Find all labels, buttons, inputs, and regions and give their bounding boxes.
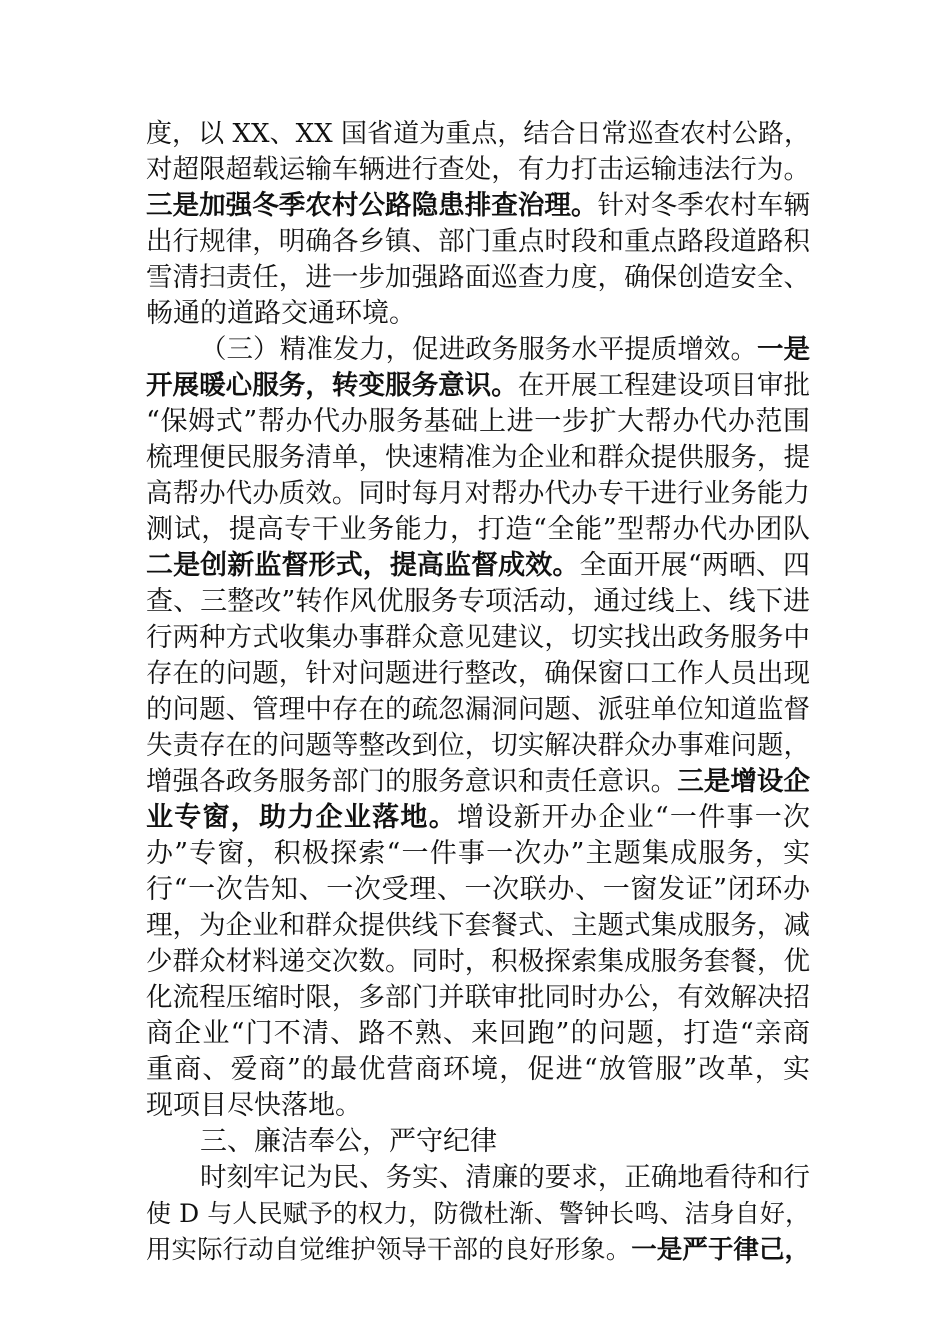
text-segment: 全面开展“两晒、四 (579, 550, 811, 581)
text-line (146, 980, 810, 1016)
text-line (146, 368, 810, 404)
text-line (146, 1016, 810, 1052)
text-line (146, 836, 810, 872)
text-line (200, 1124, 810, 1160)
text-line (146, 260, 810, 296)
text-segment: 测试，提高专干业务能力，打造“全能”型帮办代办团队 (146, 514, 810, 545)
text-segment: 办”专窗，积极探索“一件事一次办”主题集成服务，实 (146, 838, 810, 869)
bold-text-segment: 一是严于律己， (631, 1235, 810, 1265)
text-line (146, 656, 810, 692)
text-segment: 失责存在的问题等整改到位，切实解决群众办事难问题， (146, 730, 810, 761)
bold-text-segment: 三是增设企 (677, 766, 810, 797)
bold-text-segment: 三是加强冬季农村公路隐患排查治理。 (146, 190, 598, 221)
text-segment: 的问题、管理中存在的疏忽漏洞问题、派驻单位知道监督 (146, 694, 810, 725)
text-segment: 行两种方式收集办事群众意见建议，切实找出政务服务中 (146, 622, 810, 653)
text-line (146, 152, 810, 188)
bold-text-segment: 业专窗，助力企业落地。 (146, 802, 457, 833)
text-line (146, 800, 810, 836)
text-line (146, 584, 810, 620)
text-segment: 增设新开办企业“一件事一次 (456, 802, 810, 833)
text-line (146, 764, 810, 800)
text-segment: 增强各政务服务部门的服务意识和责任意识。 (146, 766, 678, 797)
text-line (146, 188, 810, 224)
text-segment: 针对冬季农村车辆 (597, 190, 810, 221)
text-line (146, 404, 810, 440)
text-segment: 用实际行动自觉维护领导干部的良好形象。 (146, 1235, 632, 1265)
text-line (146, 1196, 810, 1232)
text-line (146, 476, 810, 512)
text-line (146, 908, 810, 944)
text-segment: 理，为企业和群众提供线下套餐式、主题式集成服务，减 (146, 910, 810, 941)
bold-text-segment: 开展暖心服务，转变服务意识。 (146, 370, 518, 401)
text-segment: 商企业“门不清、路不熟、来回跑”的问题，打造“亲商 (146, 1018, 810, 1049)
text-line (146, 620, 810, 656)
text-line (200, 332, 810, 368)
text-segment: 度，以 XX、XX 国省道为重点，结合日常巡查农村公路， (146, 119, 810, 149)
text-line (146, 116, 810, 152)
text-segment: 对超限超载运输车辆进行查处，有力打击运输违法行为。 (146, 154, 810, 185)
text-segment: 出行规律，明确各乡镇、部门重点时段和重点路段道路积 (146, 226, 810, 257)
text-segment: 行“一次告知、一次受理、一次联办、一窗发证”闭环办 (146, 874, 810, 905)
text-line (146, 692, 810, 728)
text-segment: 三、廉洁奉公，严守纪律 (200, 1126, 497, 1157)
text-segment: 使 D 与人民赋予的权力，防微杜渐、警钟长鸣、洁身自好， (146, 1199, 810, 1228)
text-segment: 少群众材料递交次数。同时，积极探索集成服务套餐，优 (146, 946, 810, 977)
text-segment: 化流程压缩时限，多部门并联审批同时办公，有效解决招 (146, 982, 810, 1013)
text-segment: “保姆式”帮办代办服务基础上进一步扩大帮办代办范围 (146, 406, 810, 437)
text-segment: （三）精准发力，促进政务服务水平提质增效。 (200, 334, 757, 365)
text-segment: 现项目尽快落地。 (146, 1090, 362, 1121)
text-line (146, 512, 810, 548)
text-line (146, 1088, 810, 1124)
text-line (146, 1232, 810, 1268)
text-line (146, 1052, 810, 1088)
text-segment: 高帮办代办质效。同时每月对帮办代办专干进行业务能力 (146, 478, 810, 509)
text-line (146, 944, 810, 980)
bold-text-segment: 一是 (756, 334, 811, 365)
text-segment: 在开展工程建设项目审批 (517, 370, 810, 401)
text-segment: 畅通的道路交通环境。 (146, 298, 416, 329)
bold-text-segment: 二是创新监督形式，提高监督成效。 (146, 550, 580, 581)
text-line (146, 548, 810, 584)
text-line (200, 1160, 810, 1196)
text-segment: 梳理便民服务清单，快速精准为企业和群众提供服务，提 (146, 442, 810, 473)
text-segment: 雪清扫责任，进一步加强路面巡查力度，确保创造安全、 (146, 262, 810, 293)
text-segment: 时刻牢记为民、务实、清廉的要求，正确地看待和行 (200, 1162, 810, 1193)
text-line (146, 296, 810, 332)
text-line (146, 224, 810, 260)
text-line (146, 728, 810, 764)
text-line (146, 872, 810, 908)
text-segment: 查、三整改”转作风优服务专项活动，通过线上、线下进 (146, 586, 810, 617)
text-line (146, 440, 810, 476)
text-segment: 存在的问题，针对问题进行整改，确保窗口工作人员出现 (146, 658, 810, 689)
text-segment: 重商、爱商”的最优营商环境，促进“放管服”改革，实 (146, 1054, 810, 1085)
